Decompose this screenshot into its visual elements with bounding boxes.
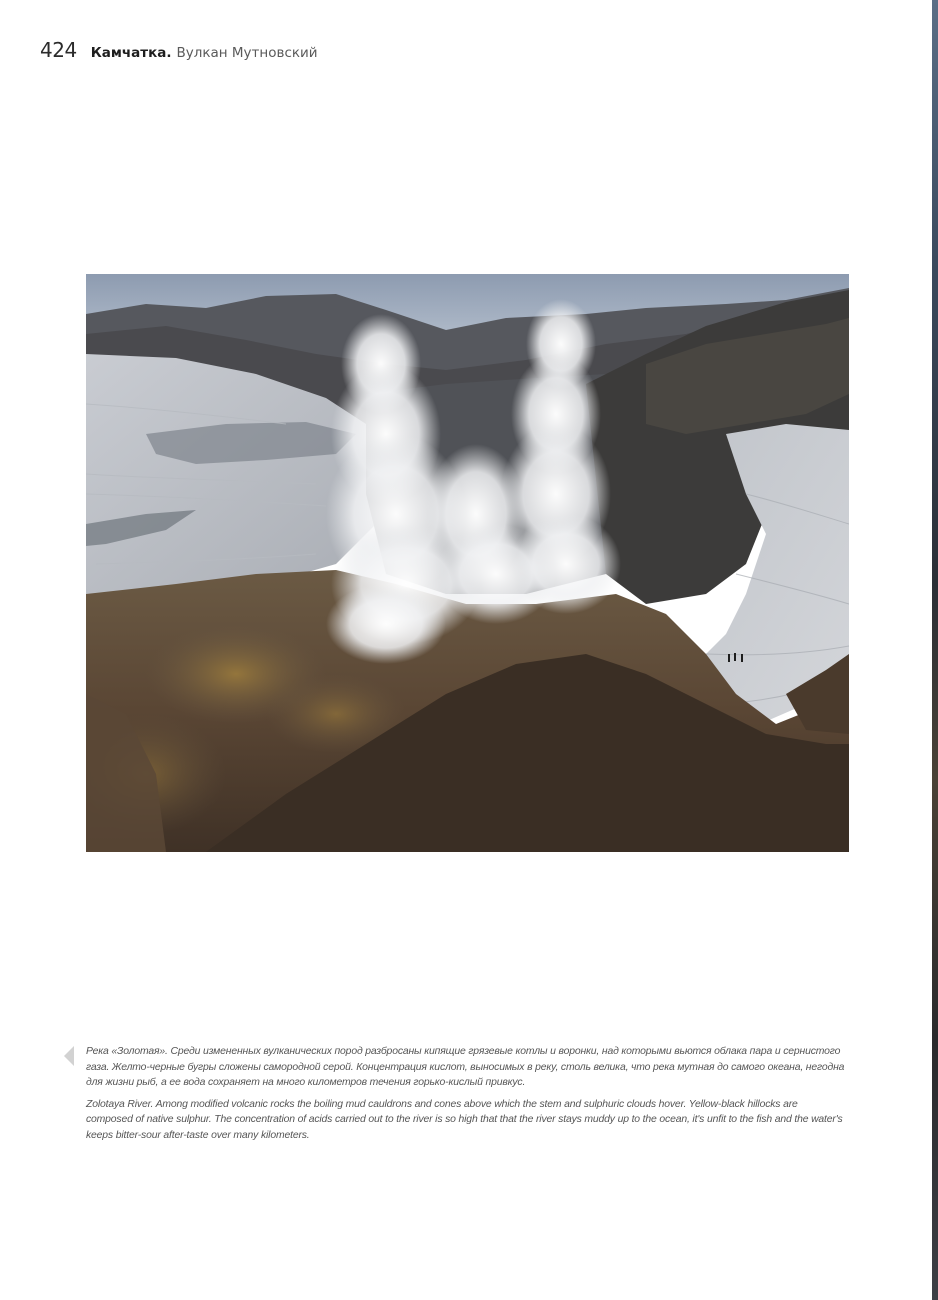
photo-caption <box>86 1044 846 1150</box>
page-number: 424 <box>40 38 77 62</box>
section-title: Камчатка. <box>90 45 172 61</box>
caption-arrow-icon <box>64 1046 74 1066</box>
volcano-photo <box>86 274 849 852</box>
page-edge-strip <box>932 0 938 1300</box>
caption-russian: Река «Золотая». Среди измененных вулканических пород разбросаны кипящие грязевые котлы и воронки, над которыми вьются облака пара и сернистого газа. Желто-черные бугры сложены самородной серой. Концентрация кислот, выносимых в реку, столь велика, что река мутная до самого океана, негодна для жизни рыб, а ее вода сохраняет на много километров течения горько-кислый привкус. <box>86 1046 845 1089</box>
running-header <box>40 38 318 62</box>
caption-english: Zolotaya River. Among modified volcanic rocks the boiling mud cauldrons and cones above which the stem and sulphuric clouds hover. Yellow-black hillocks are composed of native sulphur. The concentration of acids carried out to the river is so high that that the river stays muddy up to the ocean, it's unfit to the fish and the water's keeps bitter-sour after-taste over many kilometers. <box>86 1098 843 1141</box>
section-subtitle: Вулкан Мутновский <box>176 45 318 61</box>
